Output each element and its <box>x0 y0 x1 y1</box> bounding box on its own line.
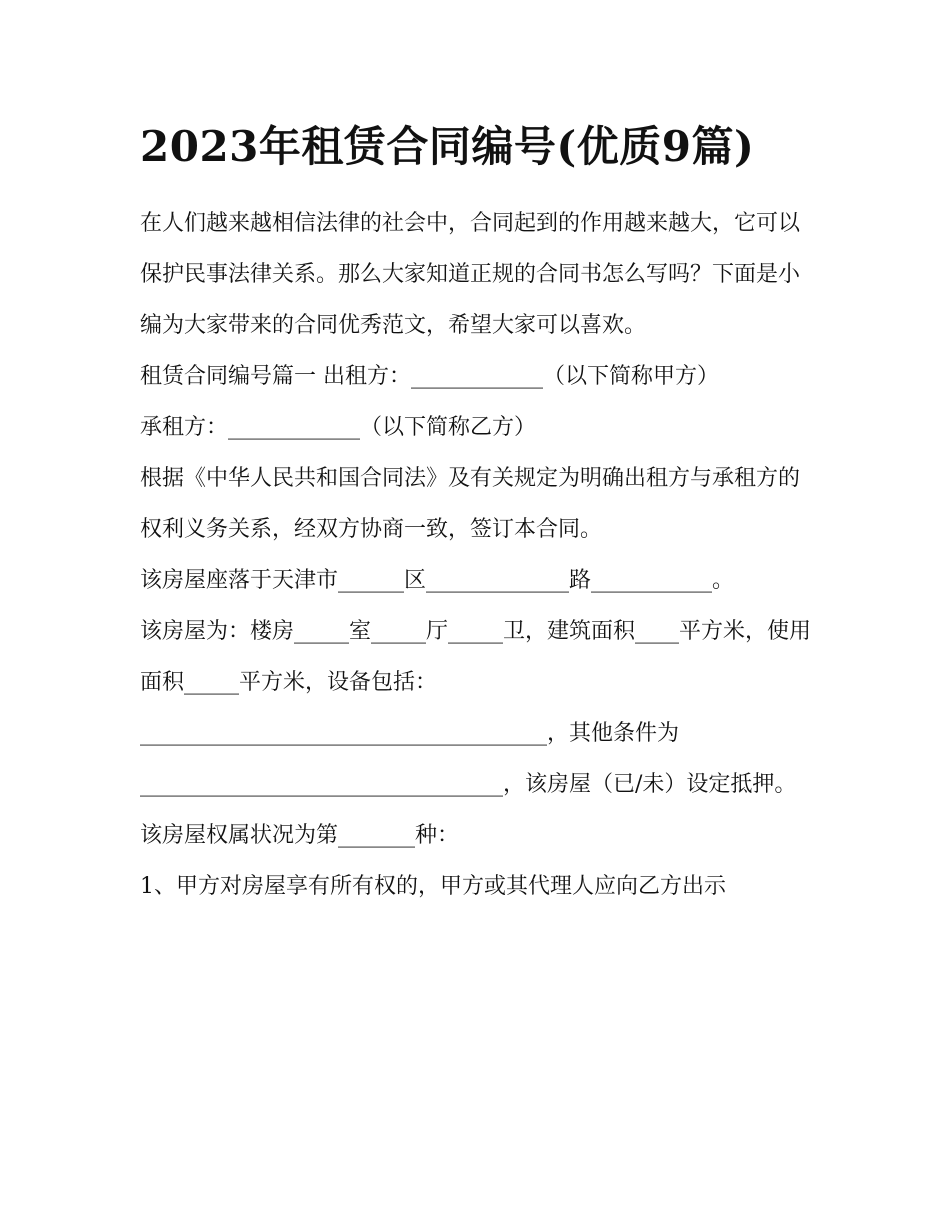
other-conditions-line: _____________________________________，其他条件为 <box>140 721 680 746</box>
lessee-line: 承租方：____________（以下简称乙方） <box>140 415 537 440</box>
document-title: 2023年租赁合同编号(优质9篇) <box>140 122 755 171</box>
intro-paragraph: 在人们越来越相信法律的社会中，合同起到的作用越来越大，它可以保护民事法律关系。那么大家知道正规的合同书怎么写吗？下面是小编为大家带来的合同优秀范文，希望大家可以喜欢。 <box>140 211 801 338</box>
property-details-paragraph: 该房屋为：楼房_____室_____厅_____卫，建筑面积____平方米，使用面积_____平方米，设备包括： <box>140 619 812 695</box>
lessor-line: 租赁合同编号篇一 出租方：____________（以下简称甲方） <box>140 364 719 389</box>
property-location-line: 该房屋座落于天津市______区_____________路___________。 <box>140 568 735 593</box>
mortgage-paragraph: _________________________________，该房屋（已/未）设定抵押。 <box>140 772 797 797</box>
legal-basis-paragraph: 根据《中华人民共和国合同法》及有关规定为明确出租方与承租方的权利义务关系，经双方协商一致，签订本合同。 <box>140 466 801 542</box>
ownership-status-line: 该房屋权属状况为第_______种： <box>140 823 460 848</box>
document-body <box>140 112 820 912</box>
clause-1-paragraph: 1、甲方对房屋享有所有权的，甲方或其代理人应向乙方出示 <box>140 874 726 899</box>
